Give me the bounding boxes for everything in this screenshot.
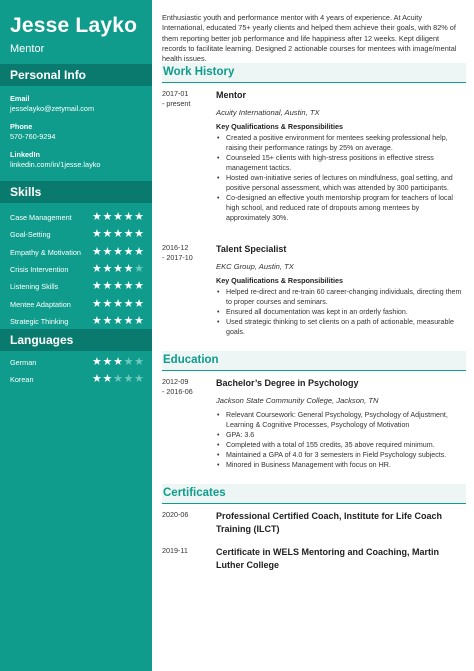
candidate-name: Jesse Layko	[10, 14, 138, 37]
skill-row-label: Crisis Intervention	[10, 265, 69, 275]
bullet-item: • Counseled 15+ clients with high-stress positions in effective stress management tactics.	[216, 153, 464, 173]
certificate-title: Professional Certified Coach, Institute for Life Coach Training (ILCT)	[216, 511, 443, 534]
entry-body	[216, 546, 464, 571]
language-row-label: Korean	[10, 375, 34, 385]
certificate-date: 2020-06	[162, 510, 189, 519]
skill-row-label: Goal-Setting	[10, 230, 51, 240]
skill-row	[10, 226, 144, 243]
phone-value[interactable]: 570-760-9294	[10, 132, 56, 141]
star-filled-icon: ★	[134, 280, 144, 293]
linkedin-label: LinkedIn	[10, 150, 40, 159]
star-empty-icon: ★	[113, 373, 123, 386]
responsibilities-heading: Key Qualifications & Responsibilities	[216, 276, 344, 285]
skill-row	[10, 295, 144, 312]
entry-body	[216, 89, 464, 223]
date-start: 2012-09	[162, 377, 189, 386]
phone-block	[10, 122, 55, 142]
bullet-item: • Relevant Coursework: General Psychology, Psychology of Adjustment, Learning & Cognitive Processes, Psychology of Motivation	[216, 410, 464, 430]
linkedin-block	[10, 150, 100, 170]
language-row-label: German	[10, 358, 37, 368]
star-filled-icon: ★	[92, 228, 102, 241]
star-empty-icon: ★	[134, 356, 144, 369]
bullet-item: • Maintained a GPA of 4.0 for 3 semesters in Field Psychology subjects.	[216, 450, 464, 460]
entry-body	[216, 243, 464, 337]
star-empty-icon: ★	[123, 356, 134, 369]
degree-title: Bachelor’s Degree in Psychology	[216, 378, 359, 388]
star-filled-icon: ★	[102, 245, 113, 258]
certificate-date: 2019-11	[162, 546, 188, 555]
star-filled-icon: ★	[123, 314, 134, 327]
star-filled-icon: ★	[113, 356, 123, 369]
skill-row-label: Listening Skills	[10, 282, 59, 292]
star-filled-icon: ★	[102, 314, 113, 327]
languages-list	[10, 354, 144, 389]
entry-body	[216, 510, 464, 535]
work-history-heading: Work History	[162, 63, 466, 83]
star-filled-icon: ★	[113, 211, 123, 224]
star-rating	[92, 247, 144, 258]
star-rating	[92, 299, 144, 310]
date-end: - present	[162, 99, 191, 108]
date-end: - 2017-10	[162, 253, 193, 262]
skill-row-label: Empathy & Motivation	[10, 247, 81, 257]
star-filled-icon: ★	[113, 297, 123, 310]
star-empty-icon: ★	[123, 373, 134, 386]
bullet-item: • Minored in Business Management with focus on HR.	[216, 460, 464, 470]
star-filled-icon: ★	[102, 297, 113, 310]
date-end: - 2016-06	[162, 387, 193, 396]
star-filled-icon: ★	[134, 297, 144, 310]
star-filled-icon: ★	[92, 245, 102, 258]
star-filled-icon: ★	[92, 297, 102, 310]
skill-row	[10, 278, 144, 295]
star-filled-icon: ★	[92, 373, 102, 386]
star-filled-icon: ★	[92, 356, 102, 369]
skills-heading: Skills	[0, 181, 152, 203]
skill-row-label: Case Management	[10, 213, 72, 223]
bullet-item: • Helped re-direct and re-train 60 career-changing individuals, directing them to proper courses and seminars.	[216, 287, 464, 307]
certificate-title: Certificate in WELS Mentoring and Coaching, Martin Luther College	[216, 547, 440, 570]
bullet-item: • Co-designed an effective youth mentorship program for teachers of local high school, and reduced rate of dropouts among mentees by approximately 30%.	[216, 193, 464, 223]
star-empty-icon: ★	[134, 263, 144, 276]
star-filled-icon: ★	[134, 211, 144, 224]
star-filled-icon: ★	[102, 373, 113, 386]
star-empty-icon: ★	[134, 373, 144, 386]
sidebar	[0, 0, 152, 671]
star-rating	[92, 281, 144, 292]
star-rating	[92, 212, 144, 223]
star-filled-icon: ★	[123, 263, 134, 276]
bullet-item: • Hosted own-initiative series of lectures on mindfulness, goal setting, and positive personal assessment, which was attended by 300 participants.	[216, 173, 464, 193]
star-filled-icon: ★	[102, 228, 113, 241]
bullet-list	[216, 133, 464, 223]
email-value[interactable]: jesselayko@zetymail.com	[10, 104, 95, 113]
star-rating	[92, 264, 144, 275]
star-filled-icon: ★	[92, 314, 102, 327]
entry-dates	[162, 89, 214, 109]
star-filled-icon: ★	[113, 280, 123, 293]
star-filled-icon: ★	[123, 211, 134, 224]
date-start: 2017-01	[162, 89, 189, 98]
phone-label: Phone	[10, 122, 33, 131]
entry-dates	[162, 243, 214, 263]
job-title: Talent Specialist	[216, 244, 287, 254]
star-filled-icon: ★	[123, 228, 134, 241]
star-filled-icon: ★	[102, 356, 113, 369]
bullet-item: • Completed with a total of 155 credits, 35 above required minimum.	[216, 440, 464, 450]
job-title: Mentor	[216, 90, 246, 100]
bullet-list	[216, 287, 464, 337]
bullet-item: • Created a positive environment for mentees seeking professional help, raising their performance ratings by 25% on average.	[216, 133, 464, 153]
star-filled-icon: ★	[113, 245, 123, 258]
employer: Acuity International, Austin, TX	[216, 108, 320, 117]
star-rating	[92, 316, 144, 327]
employer: EKC Group, Austin, TX	[216, 262, 294, 271]
bullet-list	[216, 410, 464, 470]
personal-info-heading: Personal Info	[0, 64, 152, 86]
entry-body	[216, 377, 464, 470]
star-rating	[92, 357, 144, 368]
star-filled-icon: ★	[92, 211, 102, 224]
star-filled-icon: ★	[134, 228, 144, 241]
skill-row	[10, 261, 144, 278]
bullet-item: • Used strategic thinking to set clients on a path of actionable, measurable goals.	[216, 317, 464, 337]
star-rating	[92, 229, 144, 240]
main-content	[162, 0, 466, 671]
responsibilities-heading: Key Qualifications & Responsibilities	[216, 122, 344, 131]
candidate-role: Mentor	[10, 43, 45, 55]
star-rating	[92, 374, 144, 385]
star-filled-icon: ★	[134, 245, 144, 258]
skill-row	[10, 313, 144, 330]
education-heading: Education	[162, 351, 466, 371]
star-filled-icon: ★	[123, 280, 134, 293]
star-filled-icon: ★	[113, 228, 123, 241]
star-filled-icon: ★	[113, 314, 123, 327]
star-filled-icon: ★	[92, 263, 102, 276]
star-filled-icon: ★	[123, 245, 134, 258]
skills-list	[10, 209, 144, 330]
summary-text: Enthusiastic youth and performance mentor with 4 years of experience. At Acuity International, educated 75+ yearly clients and helped them achieve their goals, with 82% of them reporting better job performance and life happiness after 12 weeks. Kept diligent records to facilitate learning. Designed 2 actionable courses for mentees with image/mental health issues.	[162, 13, 457, 64]
skill-row-label: Mentee Adaptation	[10, 299, 71, 309]
date-start: 2016-12	[162, 243, 189, 252]
star-filled-icon: ★	[102, 280, 113, 293]
star-filled-icon: ★	[102, 211, 113, 224]
certificates-heading: Certificates	[162, 484, 466, 504]
school: Jackson State Community College, Jackson, TN	[216, 396, 379, 405]
star-filled-icon: ★	[102, 263, 113, 276]
email-block	[10, 94, 94, 114]
skill-row-label: Strategic Thinking	[10, 316, 69, 326]
star-filled-icon: ★	[113, 263, 123, 276]
skill-row	[10, 244, 144, 261]
languages-heading: Languages	[0, 329, 152, 351]
email-label: Email	[10, 94, 30, 103]
bullet-item: • Ensured all documentation was kept in an orderly fashion.	[216, 307, 464, 317]
entry-dates	[162, 377, 214, 397]
language-row	[10, 371, 144, 388]
bullet-item: • GPA: 3.6	[216, 430, 464, 440]
star-filled-icon: ★	[134, 314, 144, 327]
skill-row	[10, 209, 144, 226]
language-row	[10, 354, 144, 371]
star-filled-icon: ★	[123, 297, 134, 310]
star-filled-icon: ★	[92, 280, 102, 293]
linkedin-value[interactable]: linkedin.com/in/1jesse.layko	[10, 160, 101, 169]
